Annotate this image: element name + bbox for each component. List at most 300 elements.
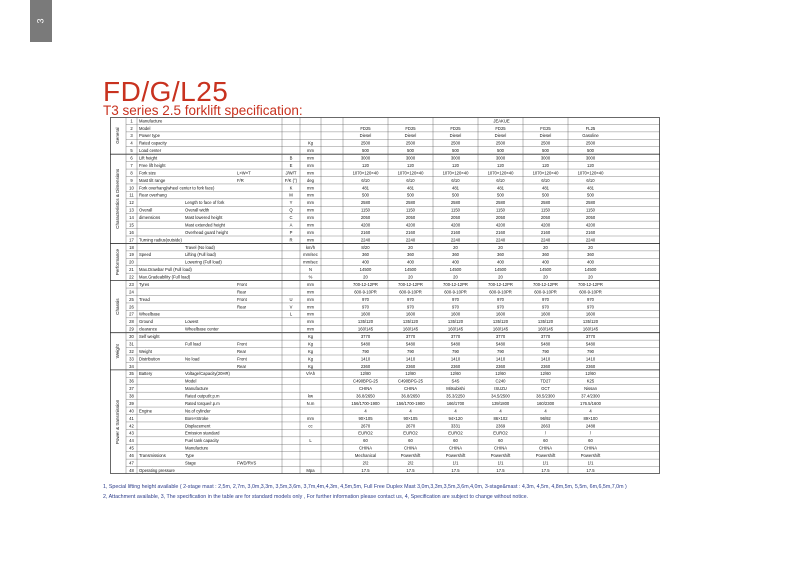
spec-value: 2160 (405, 229, 416, 235)
spec-value: 500 (497, 148, 504, 154)
row-symbol: B (289, 155, 293, 161)
spec-value: CHINA (403, 445, 418, 451)
spec-value: 400 (362, 259, 369, 265)
spec-value: 5480 (450, 341, 461, 347)
row-number: 35 (129, 371, 134, 377)
row-unit: mm/sec (303, 252, 318, 258)
group-label: Weight (115, 344, 121, 359)
spec-value: 500 (362, 192, 369, 198)
spec-value: 2580 (495, 200, 506, 206)
spec-value: 120 (407, 162, 414, 168)
spec-value: 360 (497, 252, 504, 258)
row-sublabel: Manufacture (185, 386, 209, 392)
row-number: 5 (130, 148, 133, 154)
spec-value: 600-9-10PR (354, 289, 377, 295)
spec-value: 6/10 (451, 177, 460, 183)
spec-value: Powershift (490, 453, 511, 459)
row-number: 42 (129, 423, 134, 429)
row-label: Rated capacity (139, 140, 167, 146)
row-sublabel: No.of cylinder (185, 408, 211, 414)
spec-value: 12/80 (405, 371, 416, 377)
spec-value: 790 (452, 348, 459, 354)
spec-value: 2500 (360, 140, 371, 146)
row-label: Fork size (139, 170, 156, 176)
spec-value: 160/145 (357, 326, 374, 332)
spec-value: 36.8/2650 (356, 393, 375, 399)
spec-value: 135/120 (492, 319, 509, 325)
spec-value: Diesel (494, 133, 507, 139)
row-symbol: Q (289, 207, 293, 213)
row-label: Self weight (139, 334, 160, 340)
spec-value: 1410 (405, 356, 416, 362)
row-unit: mm (307, 170, 314, 176)
spec-value: 94×120 (448, 415, 463, 421)
row-unit: mm (307, 289, 314, 295)
spec-value: 2360 (585, 363, 596, 369)
row-unit: mm (307, 215, 314, 221)
spec-value: CHINA (358, 386, 373, 392)
spec-value: 90×105 (403, 415, 418, 421)
spec-value: Diesel (359, 133, 372, 139)
row-qualifier: Rear (237, 304, 247, 310)
spec-value: 970 (452, 304, 459, 310)
row-label: Fork overhang(wheel center to fork face) (139, 185, 215, 191)
spec-value: 60 (408, 438, 413, 444)
spec-value: Mitsubishi (446, 386, 465, 392)
spec-value: 970 (407, 296, 414, 302)
spec-value: 1600 (405, 311, 416, 317)
row-sublabel: Length to face of fork (185, 200, 225, 206)
spec-value: 500 (452, 192, 459, 198)
spec-value: 120 (542, 162, 549, 168)
row-number: 32 (129, 348, 134, 354)
row-unit: mm (307, 229, 314, 235)
spec-value: 700-12-12PR (578, 281, 603, 287)
spec-value: Powershift (445, 453, 466, 459)
spec-value: 360 (587, 252, 594, 258)
row-label: Wheelbase (139, 311, 160, 317)
spec-value: 481 (542, 185, 549, 191)
spec-value: 2160 (360, 229, 371, 235)
spec-value: 2360 (360, 363, 371, 369)
spec-value: 2050 (405, 215, 416, 221)
spec-value: 12/60 (540, 371, 551, 377)
spec-value: 14500 (539, 267, 552, 273)
spec-value: 12/80 (360, 371, 371, 377)
row-unit: mm (307, 237, 314, 243)
spec-value: Powershift (580, 453, 601, 459)
spec-value: 20 (588, 244, 593, 250)
spec-value: FD25 (450, 125, 461, 131)
spec-value: 20 (498, 244, 503, 250)
row-unit: Kg (307, 363, 314, 369)
row-unit: mm (307, 162, 314, 168)
row-sublabel: Displacement (185, 423, 211, 429)
spec-value: 20 (543, 244, 548, 250)
spec-value: 2050 (360, 215, 371, 221)
row-qualifier: FWD/RVS (237, 460, 257, 466)
spec-value: 3331 (450, 423, 461, 429)
spec-value: 4200 (540, 222, 551, 228)
row-unit: deg (307, 177, 314, 183)
spec-value: 2670 (405, 423, 416, 429)
row-label: Overall (139, 207, 153, 213)
group-label: Performance (115, 248, 121, 276)
spec-value: 1600 (450, 311, 461, 317)
spec-value: 1/1 (542, 460, 549, 466)
spec-value: 600-9-10PR (579, 289, 602, 295)
row-unit: mm (307, 155, 314, 161)
spec-value: 1150 (450, 207, 461, 213)
spec-value: 14500 (494, 267, 507, 273)
row-qualifier: Front (237, 296, 247, 302)
spec-value: 481 (452, 185, 459, 191)
spec-value: CHINA (583, 445, 598, 451)
row-symbol: Y (289, 200, 293, 206)
spec-value: 970 (362, 296, 369, 302)
row-sublabel: Wheelbase center (185, 326, 219, 332)
row-qualifier: Front (237, 356, 247, 362)
row-sublabel: Full load (185, 341, 201, 347)
row-number: 26 (129, 304, 134, 310)
spec-value: FL25 (585, 125, 596, 131)
spec-value: 1070×120×40 (442, 170, 469, 176)
row-label: Weight (139, 348, 152, 354)
spec-value: 60 (543, 438, 548, 444)
spec-value: 1/1 (497, 460, 504, 466)
spec-value: 1600 (540, 311, 551, 317)
spec-value: 1/1 (587, 460, 594, 466)
spec-value: 4 (409, 408, 412, 414)
spec-value: 3000 (495, 155, 506, 161)
row-symbol: L (289, 311, 293, 317)
spec-value: 2240 (540, 237, 551, 243)
spec-value: 89×100 (583, 415, 598, 421)
row-label: Distribution (139, 356, 160, 362)
spec-value: 4200 (495, 222, 506, 228)
row-unit: Kg (307, 140, 314, 146)
page-title: FD/G/L25 (103, 76, 229, 107)
spec-value: 135/120 (402, 319, 419, 325)
row-number: 37 (129, 386, 134, 392)
spec-value: CHINA (538, 445, 553, 451)
spec-value: K25 (586, 378, 595, 384)
spec-value: 2580 (540, 200, 551, 206)
row-number: 14 (129, 215, 134, 221)
spec-value: 120 (362, 162, 369, 168)
row-number: 11 (129, 192, 134, 198)
spec-value: 1070×120×40 (532, 170, 559, 176)
row-symbol: F/K (°) (284, 177, 298, 183)
spec-value: 2360 (495, 363, 506, 369)
page-subtitle: T3 series 2.5 forklift specification: (103, 103, 303, 118)
spec-value: EURO2 (403, 430, 418, 436)
spec-value: 12/60 (495, 371, 506, 377)
spec-value: 36.8/2650 (401, 393, 420, 399)
spec-value: 2240 (360, 237, 371, 243)
spec-value: 2500 (405, 140, 416, 146)
spec-value: 3000 (540, 155, 551, 161)
spec-value: FD25 (360, 125, 371, 131)
spec-value: 4 (499, 408, 502, 414)
row-label: Model (139, 125, 151, 131)
row-sublabel: Voltage/Capacity(20HR) (185, 371, 230, 377)
spec-value: 20 (363, 274, 368, 280)
row-number: 40 (129, 408, 134, 414)
spec-value: 20 (588, 274, 593, 280)
spec-value: 500 (362, 148, 369, 154)
row-label: Lift height (139, 155, 158, 161)
row-unit: Kg (307, 356, 314, 362)
spec-value: 4 (544, 408, 547, 414)
spec-value: 2500 (495, 140, 506, 146)
row-number: 21 (129, 267, 134, 273)
spec-value: 60 (588, 438, 593, 444)
spec-value: S4S (451, 378, 460, 384)
spec-value: 700-12-12PR (533, 281, 558, 287)
spec-value: 4 (589, 408, 592, 414)
spec-value: 500 (407, 192, 414, 198)
spec-value: 4200 (405, 222, 416, 228)
spec-value: 2500 (540, 140, 551, 146)
spec-value: 4 (454, 408, 457, 414)
specification-table (110, 117, 660, 474)
spec-value: 481 (497, 185, 504, 191)
spec-value: / (589, 430, 592, 436)
row-symbol: V (289, 304, 293, 310)
spec-value: 20 (453, 274, 458, 280)
spec-value: 2360 (540, 363, 551, 369)
spec-value: 790 (362, 348, 369, 354)
row-unit: mm (307, 200, 314, 206)
spec-value: 6/10 (586, 177, 595, 183)
spec-value: 20 (408, 244, 413, 250)
spec-value: 1150 (540, 207, 551, 213)
spec-value: 2160 (540, 229, 551, 235)
spec-value: 1410 (585, 356, 596, 362)
row-sublabel: Lowering (Full load) (185, 259, 222, 265)
row-label: Tread (139, 296, 150, 302)
spec-value: 1410 (360, 356, 371, 362)
spec-value: 700-12-12PR (488, 281, 513, 287)
group-label: Characteristics & Dimensions (115, 168, 121, 229)
spec-value: 2050 (495, 215, 506, 221)
row-sublabel: Rated torque/r.p.m (185, 400, 220, 406)
spec-value: 37.4/2300 (581, 393, 600, 399)
row-unit: mm (307, 311, 314, 317)
spec-value: GCT (541, 386, 550, 392)
row-number: 24 (129, 289, 134, 295)
row-label: Tyres (139, 281, 150, 287)
row-number: 13 (129, 207, 134, 213)
spec-value: 20 (498, 274, 503, 280)
spec-value: 3000 (405, 155, 416, 161)
row-number: 34 (129, 363, 134, 369)
row-sublabel: Type (185, 453, 195, 459)
spec-value: 3770 (585, 334, 596, 340)
spec-value: 600-9-10PR (444, 289, 467, 295)
row-label: Ground (139, 319, 153, 325)
spec-value: 790 (407, 348, 414, 354)
row-unit: N.m (306, 400, 315, 406)
row-unit: mm (307, 148, 314, 154)
spec-value: 500 (542, 192, 549, 198)
spec-value: 166/1700 (446, 400, 465, 406)
manufacturer-value: JEAKUE (493, 118, 510, 124)
spec-value: 17.5 (406, 467, 415, 473)
spec-value: 120 (497, 162, 504, 168)
spec-value: 500 (542, 148, 549, 154)
row-unit: mm (307, 296, 314, 302)
row-unit: mm/sec (303, 259, 318, 265)
row-unit: N (308, 267, 313, 273)
row-sublabel: No load (185, 356, 200, 362)
spec-value: 12/60 (585, 371, 596, 377)
spec-value: 970 (587, 304, 594, 310)
row-qualifier: F/R (237, 177, 244, 183)
row-sublabel: Mast lowered height (185, 215, 223, 221)
row-sublabel: Fuel tank capacity (185, 438, 219, 444)
spec-value: 400 (542, 259, 549, 265)
row-unit: mm (307, 222, 314, 228)
spec-value: 3770 (540, 334, 551, 340)
row-qualifier: Rear (237, 348, 247, 354)
spec-value: CHINA (448, 445, 463, 451)
row-number: 20 (129, 259, 134, 265)
spec-value: 1600 (585, 311, 596, 317)
spec-value: 5480 (540, 341, 551, 347)
row-label: Power type (139, 133, 160, 139)
row-number: 43 (129, 430, 134, 436)
spec-value: 790 (542, 348, 549, 354)
row-symbol: R (289, 237, 293, 243)
row-symbol: J/W/T (285, 170, 297, 176)
spec-value: 2488 (585, 423, 596, 429)
row-unit: Kg (307, 341, 314, 347)
spec-value: 360 (452, 252, 459, 258)
spec-value: 14500 (359, 267, 372, 273)
spec-value: 970 (497, 304, 504, 310)
spec-value: 5480 (495, 341, 506, 347)
spec-value: Nissan (584, 386, 597, 392)
spec-value: 970 (497, 296, 504, 302)
row-label: Transmissions (139, 453, 166, 459)
row-sublabel: Lowest (185, 319, 199, 325)
spec-value: 970 (407, 304, 414, 310)
spec-value: 20 (408, 274, 413, 280)
spec-value: C490BPG-25 (353, 378, 378, 384)
spec-value: 86×102 (493, 415, 508, 421)
spec-value: 2160 (450, 229, 461, 235)
spec-value: 360 (362, 252, 369, 258)
spec-value: 1070×120×40 (577, 170, 604, 176)
spec-value: 2500 (585, 140, 596, 146)
row-symbol: C (289, 215, 293, 221)
spec-value: 2240 (450, 237, 461, 243)
row-unit: mm (307, 304, 314, 310)
row-number: 29 (129, 326, 134, 332)
row-label: Speed (139, 252, 152, 258)
page-number: 3 (35, 18, 46, 24)
spec-value: 34.5/2500 (491, 393, 510, 399)
spec-value: 60 (498, 438, 503, 444)
row-number: 16 (129, 229, 134, 235)
spec-value: 4 (364, 408, 367, 414)
spec-value: 970 (452, 296, 459, 302)
row-number: 4 (130, 140, 133, 146)
row-number: 28 (129, 319, 134, 325)
row-sublabel: Overhead guard height (185, 229, 228, 235)
spec-value: 160/145 (582, 326, 599, 332)
spec-value: 156/1700-1900 (351, 400, 380, 406)
spec-value: 6/10 (541, 177, 550, 183)
row-unit: L (309, 438, 312, 444)
spec-value: 2580 (360, 200, 371, 206)
spec-value: 1150 (360, 207, 371, 213)
row-unit: Kg (307, 334, 314, 340)
row-number: 22 (129, 274, 134, 280)
spec-value: 176.5/1600 (580, 400, 601, 406)
row-unit: % (308, 274, 313, 280)
spec-value: 1/1 (452, 460, 459, 466)
row-sublabel: Manufacture (185, 445, 209, 451)
spec-value: 4200 (450, 222, 461, 228)
row-label: dimensions (139, 215, 161, 221)
group-label: Power & transmission (115, 399, 121, 445)
spec-value: 600-9-10PR (399, 289, 422, 295)
footnote-line-2: 2, Attachment available, 3, The specification in the table are for standard models only , For further information please contact us, 4, Specification are subject to change without notice. (103, 494, 529, 500)
row-number: 46 (129, 453, 134, 459)
spec-value: 790 (587, 348, 594, 354)
spec-value: 17.5 (451, 467, 460, 473)
row-qualifier: Rear (237, 289, 247, 295)
spec-value: 2360 (450, 363, 461, 369)
row-symbol: U (289, 296, 293, 302)
spec-value: 970 (542, 304, 549, 310)
spec-value: 156/1700-1900 (396, 400, 425, 406)
spec-value: C490BPG-25 (398, 378, 423, 384)
row-number: 8 (130, 170, 133, 176)
spec-value: FD25 (495, 125, 506, 131)
row-label: clearance (139, 326, 158, 332)
spec-value: 400 (497, 259, 504, 265)
spec-value: 700-12-12PR (398, 281, 423, 287)
spec-value: 2050 (585, 215, 596, 221)
row-symbol: A (289, 222, 293, 228)
spec-value: 90×105 (358, 415, 373, 421)
row-sublabel: Travel (No load) (185, 244, 215, 250)
row-unit: Mpa (306, 467, 315, 473)
spec-value: 6/10 (361, 177, 370, 183)
spec-value: 700-12-12PR (353, 281, 378, 287)
spec-value: FG25 (540, 125, 551, 131)
group-label: Chassis (115, 298, 121, 315)
spec-value: 2050 (540, 215, 551, 221)
row-label: Battery (139, 371, 153, 377)
spec-value: TD27 (540, 378, 551, 384)
spec-value: 400 (587, 259, 594, 265)
spec-value: 3000 (450, 155, 461, 161)
spec-value: EURO2 (493, 430, 508, 436)
row-unit: mm (307, 185, 314, 191)
spec-value: 139/1800 (491, 400, 510, 406)
row-number: 7 (130, 162, 133, 168)
spec-value: 2/2 (407, 460, 414, 466)
spec-value: CHINA (358, 445, 373, 451)
spec-value: 2160 (495, 229, 506, 235)
spec-value: 5480 (360, 341, 371, 347)
spec-value: 5480 (405, 341, 416, 347)
